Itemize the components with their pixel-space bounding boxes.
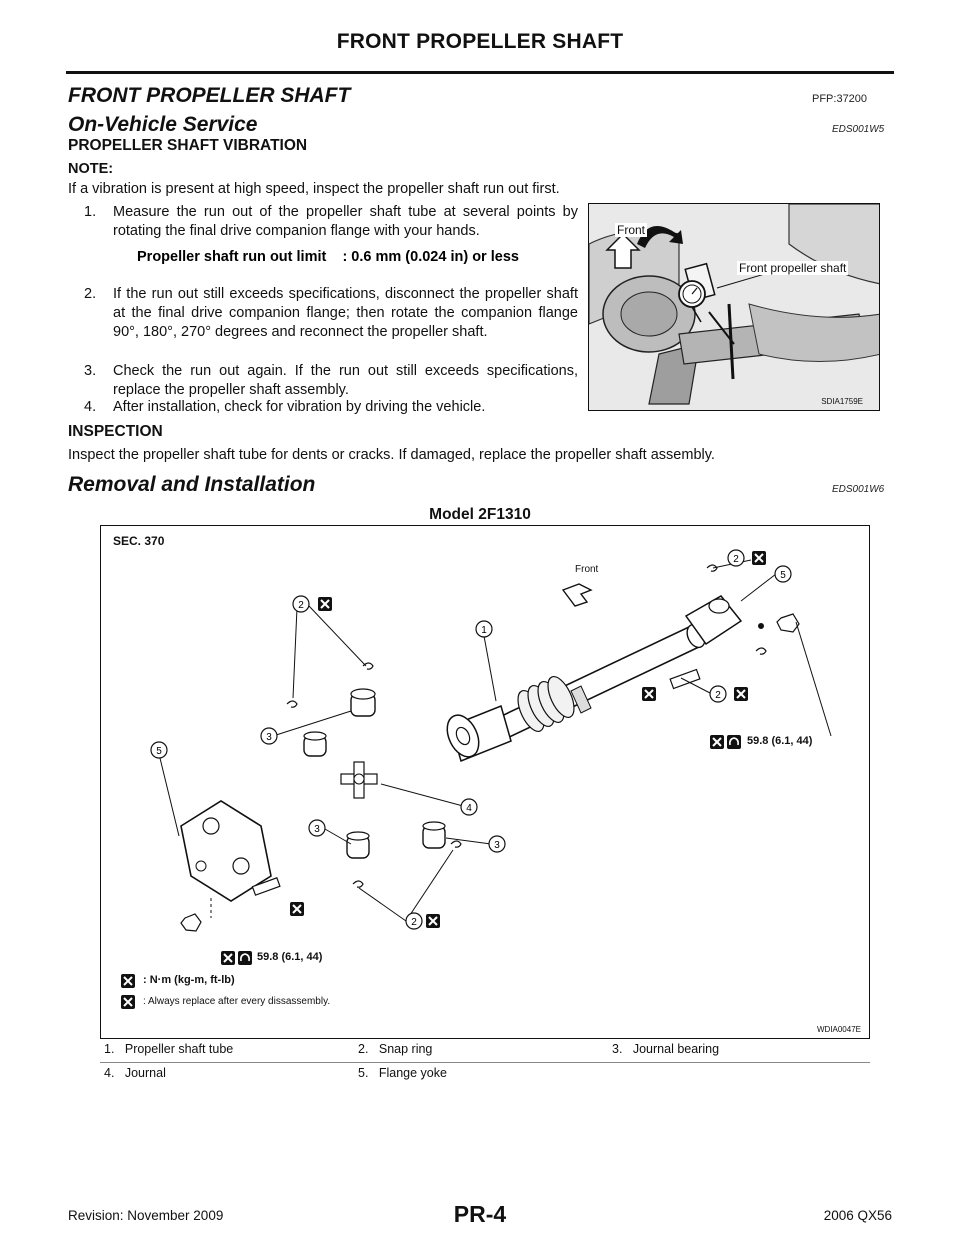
- journal-bearing-lower-drawing: [347, 832, 369, 858]
- inspection-text: Inspect the propeller shaft tube for dents or cracks. If damaged, replace the propeller shaft assembly.: [68, 447, 715, 463]
- svg-text:1: 1: [481, 625, 487, 636]
- model-title: Model 2F1310: [429, 506, 531, 523]
- note-text: If a vibration is present at high speed, inspect the propeller shaft run out first.: [68, 181, 560, 197]
- legend-item-2: [358, 1042, 432, 1056]
- step-4: [84, 398, 578, 417]
- exploded-view-illustration: [101, 526, 870, 1039]
- snap-ring-drawing: [756, 648, 766, 654]
- legend-item-1: [104, 1042, 233, 1056]
- step-number: 2.: [84, 286, 97, 302]
- page-header-title: FRONT PROPELLER SHAFT: [336, 30, 624, 53]
- legend-num: 2.: [358, 1042, 369, 1056]
- legend-num: 1.: [104, 1042, 115, 1056]
- propeller-shaft-tube-drawing: [441, 622, 708, 762]
- footer-revision: Revision: November 2009: [68, 1208, 224, 1223]
- legend-num: 4.: [104, 1066, 115, 1080]
- legend-label: Snap ring: [378, 1042, 433, 1056]
- front-label: Front: [575, 564, 599, 575]
- step-text: If the run out still exceeds specifications, disconnect the propeller shaft at the final drive companion flange; then rotate the companion flange 90°, 180°, 270° degrees and reconnect the propeller shaft.: [113, 286, 578, 340]
- legend-label: Flange yoke: [378, 1066, 447, 1080]
- legend-num: 3.: [612, 1042, 623, 1056]
- torque-right-label: 59.8 (6.1, 44): [747, 735, 813, 747]
- step-number: 4.: [84, 399, 97, 415]
- legend-label: Propeller shaft tube: [124, 1042, 234, 1056]
- step-number: 1.: [84, 204, 97, 220]
- journal-bearing-upper-drawing: [351, 689, 375, 716]
- figure-code: SDIA1759E: [821, 397, 863, 406]
- legend-divider: [100, 1062, 870, 1063]
- snap-ring-drawing: [707, 565, 717, 571]
- snap-ring-drawing: [287, 701, 297, 707]
- svg-text:3: 3: [266, 732, 272, 743]
- label-front: Front: [617, 223, 646, 237]
- legend-label: Journal: [124, 1066, 166, 1080]
- step-text: After installation, check for vibration by driving the vehicle.: [113, 399, 486, 415]
- journal-bearing-lower-right-drawing: [423, 822, 445, 848]
- front-arrow: [563, 584, 591, 606]
- legend-num: 5.: [358, 1066, 369, 1080]
- runout-figure: [588, 203, 880, 411]
- removal-title: Removal and Installation: [68, 473, 316, 496]
- header-rule: [66, 71, 894, 74]
- snap-ring-drawing: [353, 881, 363, 887]
- spec-label: Propeller shaft run out limit: [137, 249, 327, 265]
- step-number: 3.: [84, 363, 97, 379]
- section-code: PFP:37200: [812, 93, 868, 105]
- legend-label: Journal bearing: [632, 1042, 720, 1056]
- step-3: [84, 362, 578, 400]
- svg-text:4: 4: [466, 803, 472, 814]
- on-vehicle-title: On-Vehicle Service: [68, 113, 258, 136]
- svg-text:2: 2: [298, 600, 304, 611]
- step-text: Measure the run out of the propeller shaft tube at several points by rotating the final drive companion flange with your hands.: [113, 204, 578, 239]
- footer-model: 2006 QX56: [823, 1208, 892, 1223]
- legend-item-5: [358, 1066, 447, 1080]
- legend-replace-label: : Always replace after every dissassembly.: [143, 996, 331, 1007]
- spec-value: : 0.6 mm (0.024 in) or less: [342, 249, 519, 265]
- snap-ring-drawing: [451, 841, 461, 847]
- svg-text:5: 5: [780, 570, 786, 581]
- svg-text:3: 3: [314, 824, 320, 835]
- replace-marks: [121, 551, 766, 1009]
- svg-text:2: 2: [733, 554, 739, 565]
- legend-item-3: [612, 1042, 719, 1056]
- legend-torque-label: : N·m (kg-m, ft-lb): [143, 974, 235, 986]
- exploded-view-figure: [100, 525, 870, 1039]
- label-front-propeller-shaft: Front propeller shaft: [739, 261, 847, 275]
- inspection-title: INSPECTION: [68, 423, 163, 440]
- legend-item-4: [104, 1066, 166, 1080]
- step-text: Check the run out again. If the run out still exceeds specifications, replace the propeller shaft assembly.: [113, 363, 578, 398]
- removal-code: EDS001W6: [832, 484, 885, 495]
- svg-text:2: 2: [411, 917, 417, 928]
- on-vehicle-code: EDS001W5: [832, 124, 885, 135]
- journal-bearing-left-drawing: [304, 732, 326, 756]
- step-2: [84, 285, 578, 342]
- note-label: NOTE:: [68, 161, 114, 177]
- svg-text:3: 3: [494, 840, 500, 851]
- torque-left-label: 59.8 (6.1, 44): [257, 951, 323, 963]
- spec-row: [137, 249, 519, 265]
- svg-text:2: 2: [715, 690, 721, 701]
- footer-page-number: PR-4: [453, 1201, 507, 1227]
- vibration-subtitle: PROPELLER SHAFT VIBRATION: [68, 137, 308, 154]
- svg-text:5: 5: [156, 746, 162, 757]
- torque-marks: [238, 735, 741, 965]
- figure-code: WDIA0047E: [816, 1025, 861, 1034]
- step-1: [84, 203, 578, 241]
- journal-drawing: [341, 762, 377, 798]
- sec-label: SEC. 370: [113, 534, 165, 548]
- section-title: FRONT PROPELLER SHAFT: [68, 84, 351, 107]
